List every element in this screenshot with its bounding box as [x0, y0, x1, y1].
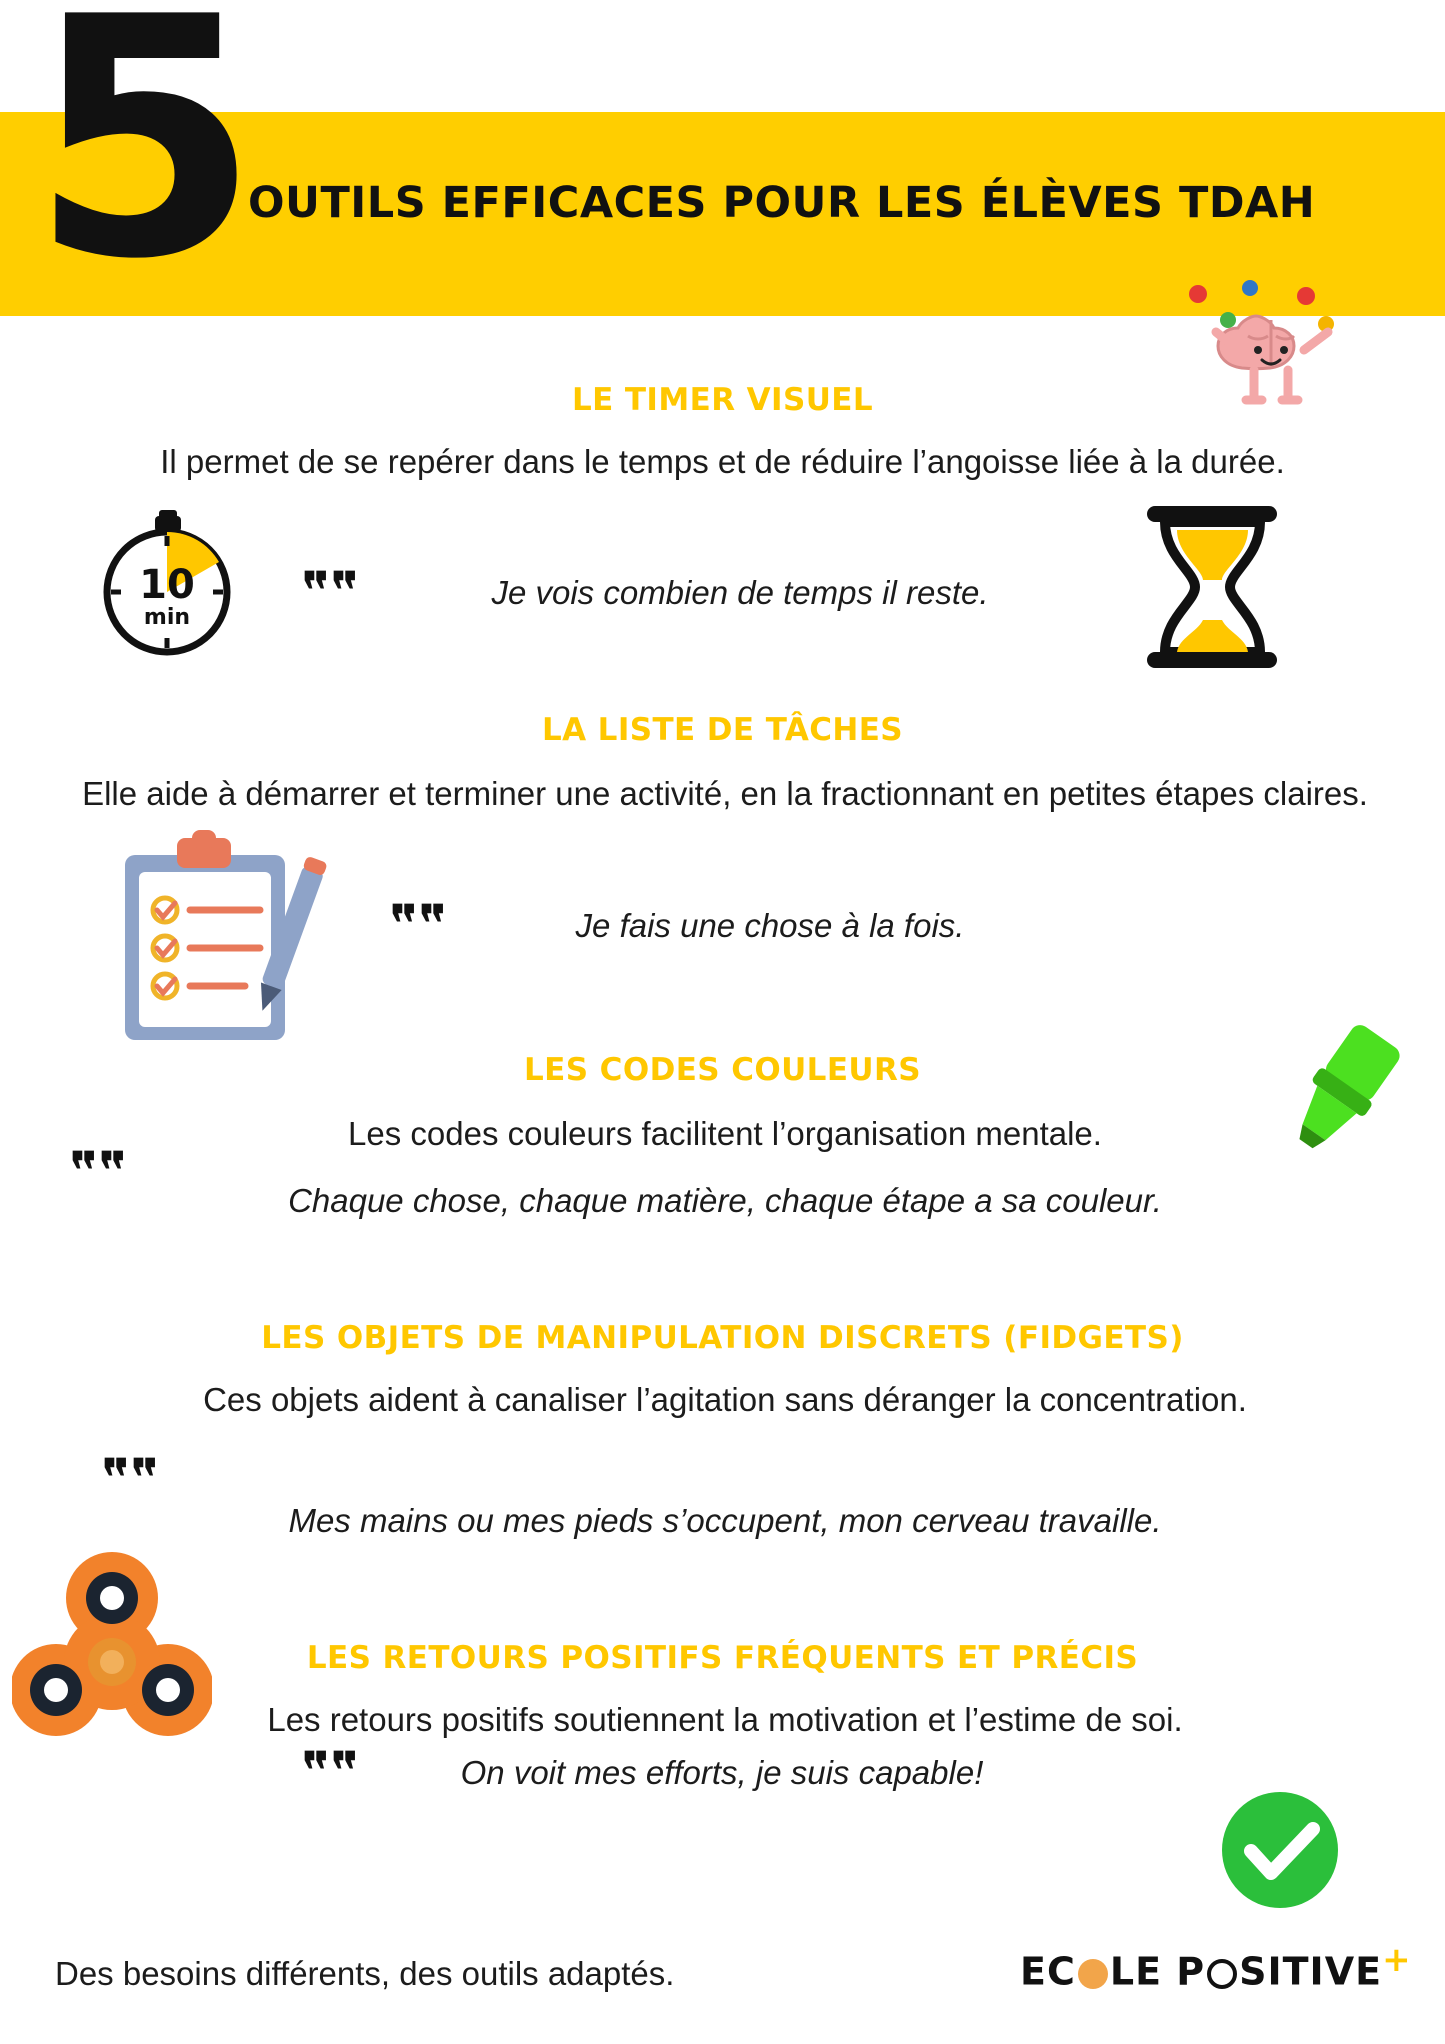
logo-smiley-icon: [1207, 1959, 1237, 1989]
page-title: OUTILS EFFICACES POUR LES ÉLÈVES TDAH: [248, 178, 1316, 228]
section-body-feedback: Les retours positifs soutiennent la motivation et l’estime de soi.: [267, 1701, 1183, 1738]
section-title-tasklist: LA LISTE DE TÂCHES: [541, 712, 904, 748]
quote-icon: ❞❞: [300, 560, 359, 623]
quote-icon: ❞❞: [300, 1740, 359, 1803]
clipboard-checklist-icon: [95, 830, 345, 1050]
footer-tagline: Des besoins différents, des outils adaptés.: [55, 1955, 675, 1992]
section-body-colorcodes: Les codes couleurs facilitent l’organisation mentale.: [348, 1115, 1102, 1152]
quote-icon: ❞❞: [68, 1140, 127, 1203]
green-highlighter-icon: [1275, 1018, 1415, 1158]
section-body-fidgets: Ces objets aident à canaliser l’agitation sans déranger la concentration.: [203, 1381, 1247, 1418]
section-body-tasklist: Elle aide à démarrer et terminer une activité, en la fractionnant en petites étapes claires.: [82, 775, 1368, 812]
section-quote-feedback: On voit mes efforts, je suis capable!: [460, 1754, 984, 1791]
section-quote-timer: Je vois combien de temps il reste.: [491, 574, 989, 611]
quote-icon: ❞❞: [388, 893, 447, 956]
logo-text-part3: SITIVE: [1239, 1949, 1383, 1994]
section-title-colorcodes: LES CODES COULEURS: [524, 1052, 921, 1088]
logo-brain-dot-icon: [1078, 1959, 1108, 1989]
section-quote-fidgets: Mes mains ou mes pieds s’occupent, mon cerveau travaille.: [288, 1502, 1162, 1539]
logo-text-part1: EC: [1020, 1949, 1076, 1994]
section-title-fidgets: LES OBJETS DE MANIPULATION DISCRETS (FIDGETS): [261, 1320, 1184, 1356]
section-body-timer: Il permet de se repérer dans le temps et de réduire l’angoisse liée à la durée.: [160, 443, 1285, 480]
section-title-feedback: LES RETOURS POSITIFS FRÉQUENTS ET PRÉCIS: [306, 1640, 1139, 1676]
hourglass-icon: [1125, 500, 1300, 675]
svg-text:10: 10: [139, 562, 195, 608]
quote-icon: ❞❞: [100, 1447, 159, 1510]
logo-text-part2: LE P: [1109, 1949, 1206, 1994]
section-title-timer: LE TIMER VISUEL: [571, 382, 874, 418]
logo-ecole-positive: [1020, 1940, 1412, 1994]
logo-plus-icon: +: [1382, 1940, 1412, 1980]
section-quote-colorcodes: Chaque chose, chaque matière, chaque étape a sa couleur.: [288, 1182, 1162, 1219]
section-quote-tasklist: Je fais une chose à la fois.: [575, 907, 965, 944]
green-check-circle-icon: [1215, 1785, 1345, 1915]
stopwatch-10-min-icon: [85, 510, 250, 660]
page-number-5: 5: [30, 0, 250, 331]
brain-mascot-icon: [1176, 280, 1366, 415]
svg-text:min: min: [143, 605, 191, 630]
